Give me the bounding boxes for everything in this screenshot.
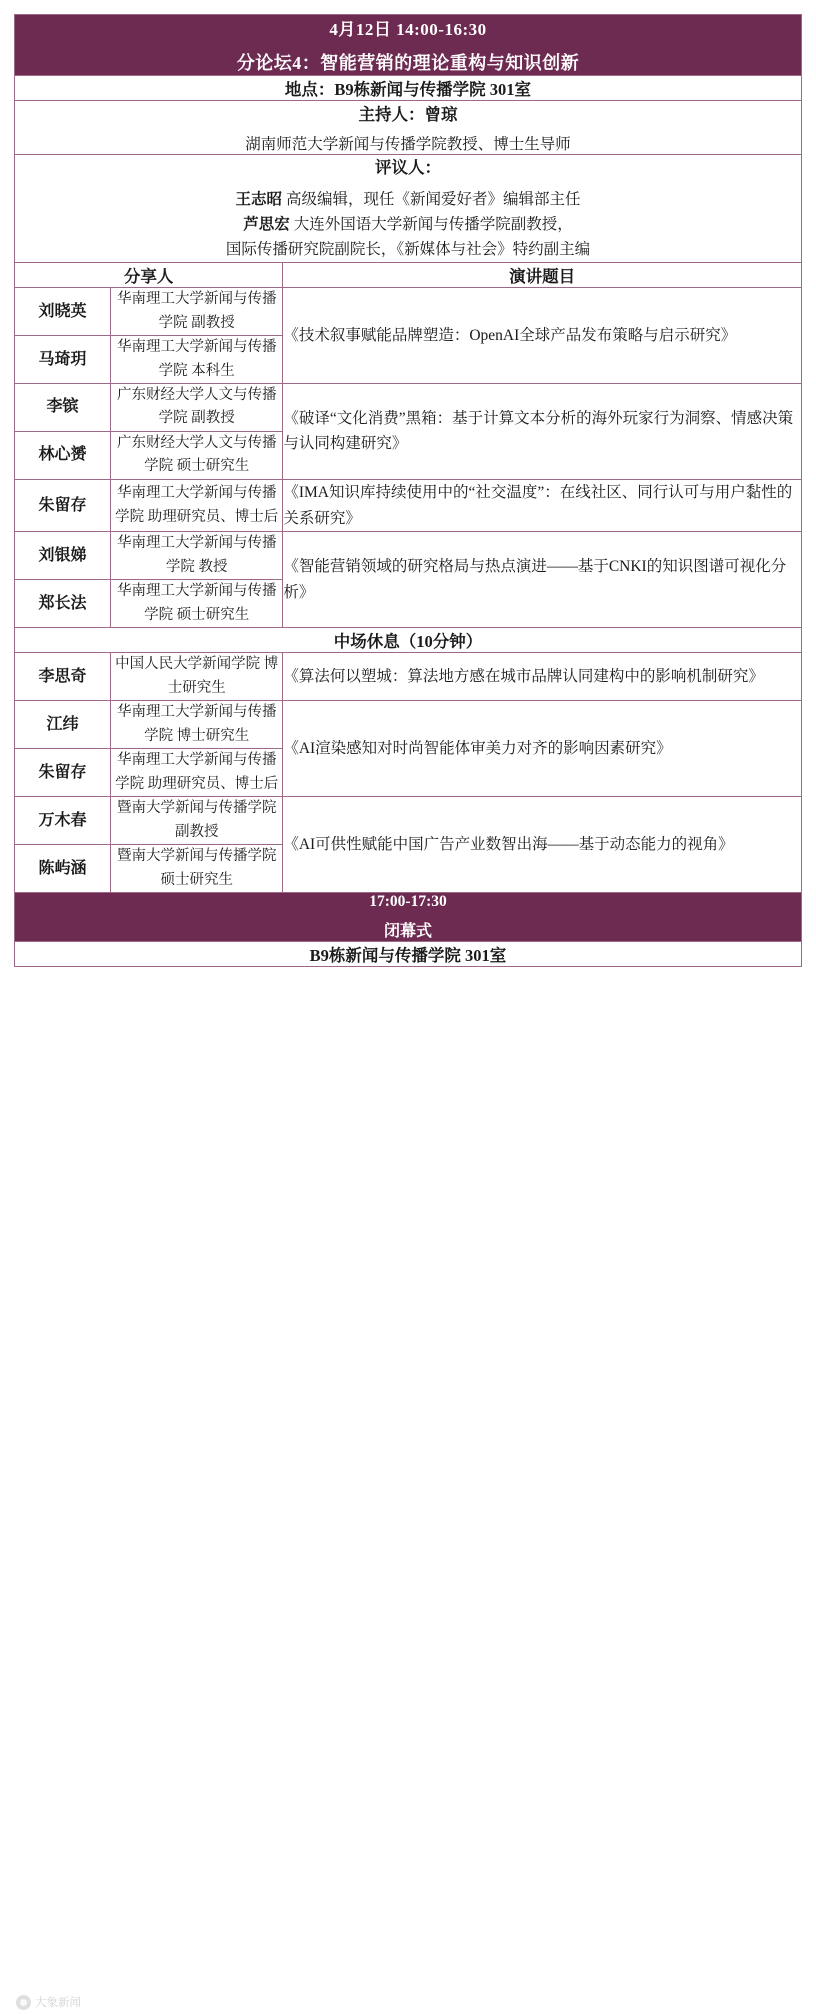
speaker-name: 李镔 <box>15 383 111 431</box>
speaker-name: 李思奇 <box>15 653 111 701</box>
speaker-name: 林心赟 <box>15 431 111 479</box>
speaker-name: 江纬 <box>15 701 111 749</box>
intermission-text: 中场休息（10分钟） <box>15 628 802 653</box>
table-row <box>15 701 802 749</box>
watermark <box>16 1994 81 2010</box>
watermark-logo-icon <box>16 1995 31 2010</box>
speaker-name: 陈屿涵 <box>15 845 111 893</box>
panel-member <box>15 212 801 237</box>
panel-title: 评议人： <box>375 158 441 177</box>
panel-member <box>15 187 801 212</box>
speaker-name: 郑长法 <box>15 580 111 628</box>
topic-title: 《AI渲染感知对时尚智能体审美力对齐的影响因素研究》 <box>283 701 802 797</box>
header-band <box>15 15 802 76</box>
host-cell <box>15 101 802 155</box>
column-header-row <box>15 263 802 288</box>
panel-member-name: 芦思宏 <box>243 215 290 233</box>
table-row <box>15 288 802 336</box>
host-row <box>15 101 802 155</box>
topic-title: 《智能营销领域的研究格局与热点演进——基于CNKI的知识图谱可视化分析》 <box>283 532 802 628</box>
speaker-affiliation: 华南理工大学新闻与传播学院 博士研究生 <box>111 701 283 749</box>
panel-member-detail: 国际传播研究院副院长，《新媒体与社会》特约副主编 <box>225 240 591 258</box>
closing-row <box>15 893 802 942</box>
speaker-affiliation: 暨南大学新闻与传播学院 硕士研究生 <box>111 845 283 893</box>
speaker-affiliation: 暨南大学新闻与传播学院 副教授 <box>111 797 283 845</box>
table-row <box>15 797 802 845</box>
host-name: 主持人：曾琼 <box>358 105 458 124</box>
header-row <box>15 15 802 76</box>
topic-title: 《技术叙事赋能品牌塑造：OpenAI全球产品发布策略与启示研究》 <box>283 288 802 384</box>
table-row <box>15 532 802 580</box>
speaker-affiliation: 华南理工大学新闻与传播学院 硕士研究生 <box>111 580 283 628</box>
panel-cell <box>15 155 802 263</box>
speaker-name: 刘晓英 <box>15 288 111 336</box>
closing-band <box>15 893 802 942</box>
intermission-row <box>15 628 802 653</box>
speaker-affiliation: 中国人民大学新闻学院 博士研究生 <box>111 653 283 701</box>
topic-title: 《算法何以塑城：算法地方感在城市品牌认同建构中的影响机制研究》 <box>283 653 802 701</box>
closing-time: 17:00-17:30 <box>369 893 447 911</box>
speaker-name: 万木春 <box>15 797 111 845</box>
topic-title: 《IMA知识库持续使用中的“社交温度”：在线社区、同行认可与用户黏性的关系研究》 <box>283 479 802 531</box>
venue-row <box>15 76 802 101</box>
speaker-affiliation: 华南理工大学新闻与传播学院 助理研究员、博士后 <box>111 479 283 531</box>
session-title: 分论坛4：智能营销的理论重构与知识创新 <box>236 53 580 73</box>
venue-text: 地点：B9栋新闻与传播学院 301室 <box>15 76 802 101</box>
table-row <box>15 383 802 431</box>
closing-venue: B9栋新闻与传播学院 301室 <box>15 942 802 967</box>
host-affiliation: 湖南师范大学新闻与传播学院教授、博士生导师 <box>245 136 571 153</box>
speaker-affiliation: 广东财经大学人文与传播学院 副教授 <box>111 383 283 431</box>
closing-label: 闭幕式 <box>383 923 432 941</box>
panel-member-name: 王志昭 <box>235 190 283 208</box>
speaker-name: 马琦玥 <box>15 336 111 384</box>
table-row <box>15 653 802 701</box>
speaker-affiliation: 华南理工大学新闻与传播学院 副教授 <box>111 288 283 336</box>
session-datetime: 4月12日 14:00-16:30 <box>329 20 487 39</box>
agenda-table <box>14 14 802 967</box>
panel-member-detail: 大连外国语大学新闻与传播学院副教授， <box>289 215 573 233</box>
column-header-speaker: 分享人 <box>15 263 283 288</box>
closing-venue-row <box>15 942 802 967</box>
panel-member <box>15 237 801 262</box>
topic-title: 《破译“文化消费”黑箱：基于计算文本分析的海外玩家行为洞察、情感决策与认同构建研究》 <box>283 383 802 479</box>
watermark-text: 大象新闻 <box>35 1997 81 2009</box>
speaker-affiliation: 华南理工大学新闻与传播学院 本科生 <box>111 336 283 384</box>
speaker-affiliation: 华南理工大学新闻与传播学院 教授 <box>111 532 283 580</box>
speaker-name: 朱留存 <box>15 749 111 797</box>
speaker-name: 朱留存 <box>15 479 111 531</box>
speaker-affiliation: 华南理工大学新闻与传播学院 助理研究员、博士后 <box>111 749 283 797</box>
topic-title: 《AI可供性赋能中国广告产业数智出海——基于动态能力的视角》 <box>283 797 802 893</box>
speaker-name: 刘银娣 <box>15 532 111 580</box>
column-header-topic: 演讲题目 <box>283 263 802 288</box>
speaker-affiliation: 广东财经大学人文与传播学院 硕士研究生 <box>111 431 283 479</box>
panel-row <box>15 155 802 263</box>
panel-member-detail: 高级编辑，现任《新闻爱好者》编辑部主任 <box>282 190 581 208</box>
table-row <box>15 479 802 531</box>
